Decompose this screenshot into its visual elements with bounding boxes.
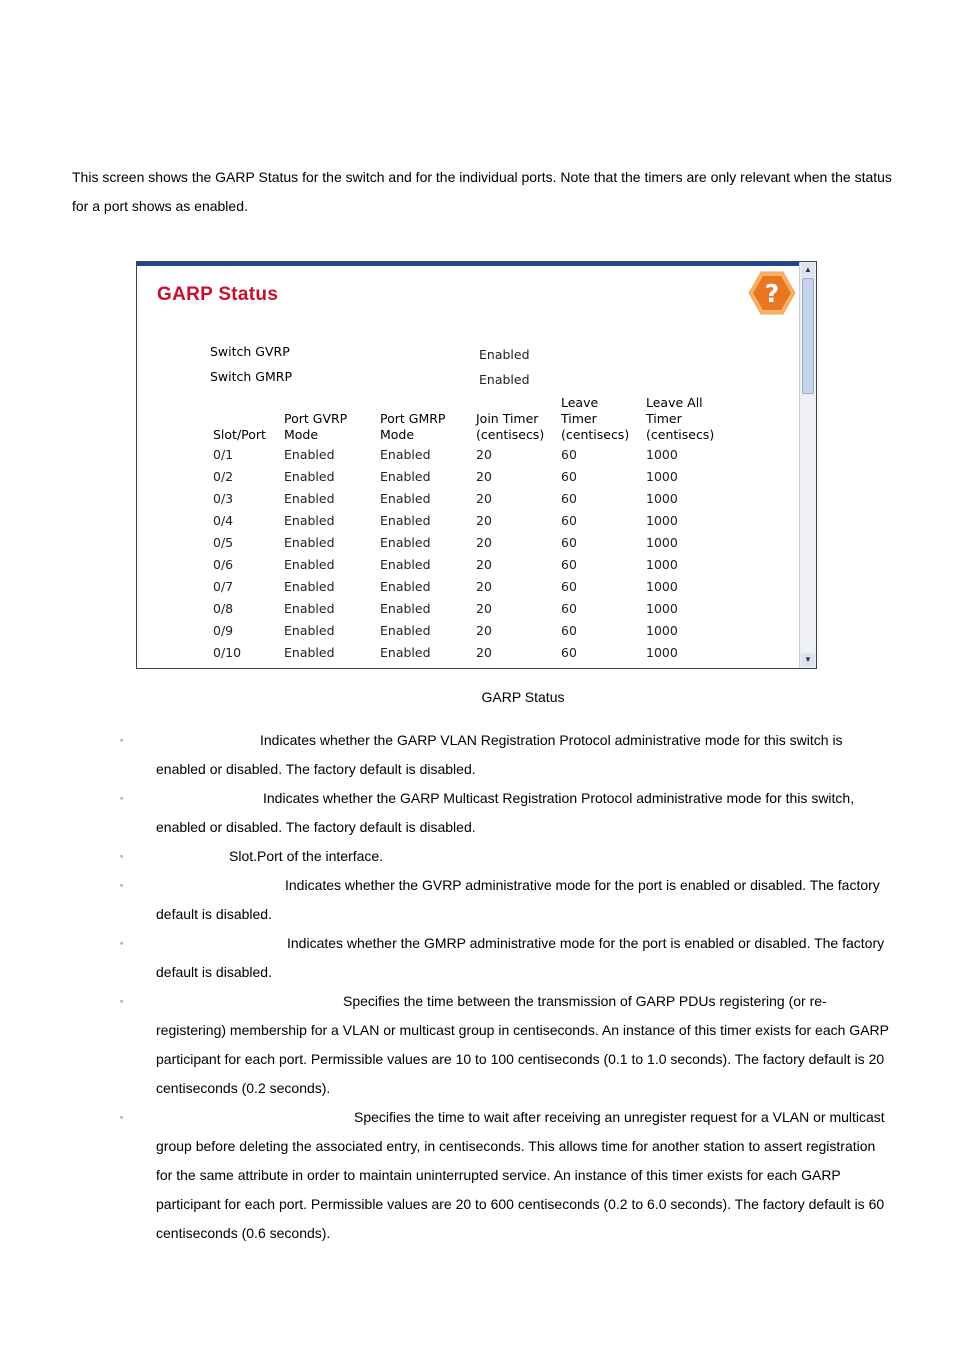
port-status-table (209, 395, 722, 663)
column-header-port-gvrp-mode: Port GVRP Mode (284, 411, 348, 442)
cell-slot-port: 0/1 (213, 446, 234, 462)
bullet-icon: ◦ (120, 793, 124, 803)
figure-caption: GARP Status (481, 689, 565, 705)
definition-description: Indicates whether the GMRP administrative mode for the port is enabled or disabled. The factory default is disabled. (156, 935, 885, 980)
cell-port-gvrp-mode: Enabled (284, 644, 335, 660)
cell-join-timer: 20 (476, 600, 492, 616)
cell-leave-all-timer: 1000 (646, 468, 678, 484)
cell-leave-all-timer: 1000 (646, 446, 678, 462)
bullet-icon: ◦ (120, 1112, 124, 1122)
cell-leave-all-timer: 1000 (646, 622, 678, 638)
column-header-leave-all-timer: Leave All Timer (centisecs) (646, 395, 715, 442)
question-mark-icon[interactable] (747, 270, 797, 316)
cell-leave-timer: 60 (561, 578, 577, 594)
definition-description: Indicates whether the GVRP administrative mode for the port is enabled or disabled. The factory default is disabled. (156, 877, 880, 922)
cell-port-gmrp-mode: Enabled (380, 556, 431, 572)
definition-item (120, 842, 890, 871)
definition-description: Specifies the time to wait after receiving an unregister request for a VLAN or multicast group before deleting the associated entry, in centiseconds. This allows time for another station to assert registration for the same attribute in order to maintain uninterrupted service. An instance of this timer exists for each GARP participant for each port. Permissible values are 20 to 600 centiseconds (0.2 to 6.0 seconds). The factory default is 60 centiseconds (0.6 seconds). (156, 1109, 885, 1241)
definition-item (120, 784, 890, 842)
table-row (209, 531, 722, 553)
definition-item (120, 726, 890, 784)
cell-leave-timer: 60 (561, 490, 577, 506)
column-header-leave-timer: Leave Timer (centisecs) (561, 395, 630, 442)
cell-slot-port: 0/6 (213, 556, 234, 572)
cell-port-gmrp-mode: Enabled (380, 534, 431, 550)
cell-leave-timer: 60 (561, 556, 577, 572)
cell-slot-port: 0/2 (213, 468, 234, 484)
cell-port-gvrp-mode: Enabled (284, 446, 335, 462)
bullet-icon: ◦ (120, 851, 124, 861)
cell-port-gvrp-mode: Enabled (284, 468, 335, 484)
switch-gvrp-label: Switch GVRP (210, 344, 290, 359)
table-header-row (209, 395, 722, 443)
cell-port-gmrp-mode: Enabled (380, 622, 431, 638)
table-row (209, 509, 722, 531)
bullet-icon: ◦ (120, 735, 124, 745)
cell-slot-port: 0/10 (213, 644, 242, 660)
scrollbar-thumb[interactable] (802, 278, 814, 394)
cell-port-gmrp-mode: Enabled (380, 578, 431, 594)
cell-join-timer: 20 (476, 512, 492, 528)
screen-title: GARP Status (157, 284, 279, 305)
table-row (209, 597, 722, 619)
cell-port-gvrp-mode: Enabled (284, 578, 335, 594)
cell-port-gmrp-mode: Enabled (380, 600, 431, 616)
bullet-icon: ◦ (120, 938, 124, 948)
cell-leave-all-timer: 1000 (646, 556, 678, 572)
column-header-join-timer: Join Timer (centisecs) (476, 411, 545, 442)
cell-port-gvrp-mode: Enabled (284, 556, 335, 572)
cell-slot-port: 0/7 (213, 578, 234, 594)
definition-item (120, 987, 890, 1103)
intro-paragraph: This screen shows the GARP Status for the switch and for the individual ports. Note that the timers are only relevant when the status for a port shows as enabled. (72, 169, 892, 214)
switch-gmrp-label: Switch GMRP (210, 369, 292, 384)
cell-leave-timer: 60 (561, 622, 577, 638)
table-row (209, 553, 722, 575)
cell-leave-timer: 60 (561, 512, 577, 528)
window-top-border (137, 262, 816, 266)
cell-port-gvrp-mode: Enabled (284, 512, 335, 528)
cell-leave-timer: 60 (561, 534, 577, 550)
cell-leave-all-timer: 1000 (646, 490, 678, 506)
cell-join-timer: 20 (476, 446, 492, 462)
bullet-icon: ◦ (120, 996, 124, 1006)
cell-join-timer: 20 (476, 644, 492, 660)
definition-description: Indicates whether the GARP VLAN Registration Protocol administrative mode for this switch is enabled or disabled. The factory default is disabled. (156, 732, 843, 777)
definition-description: Indicates whether the GARP Multicast Registration Protocol administrative mode for this switch, enabled or disabled. The factory default is disabled. (156, 790, 855, 835)
table-row (209, 465, 722, 487)
cell-join-timer: 20 (476, 578, 492, 594)
cell-leave-all-timer: 1000 (646, 644, 678, 660)
cell-join-timer: 20 (476, 490, 492, 506)
table-row (209, 619, 722, 641)
garp-status-screenshot (136, 261, 817, 669)
cell-port-gmrp-mode: Enabled (380, 644, 431, 660)
cell-port-gvrp-mode: Enabled (284, 600, 335, 616)
cell-slot-port: 0/9 (213, 622, 234, 638)
cell-leave-all-timer: 1000 (646, 512, 678, 528)
definition-list (120, 726, 890, 1248)
cell-port-gmrp-mode: Enabled (380, 446, 431, 462)
cell-slot-port: 0/5 (213, 534, 234, 550)
definition-item (120, 871, 890, 929)
bullet-icon: ◦ (120, 880, 124, 890)
cell-leave-all-timer: 1000 (646, 534, 678, 550)
cell-join-timer: 20 (476, 468, 492, 484)
switch-gmrp-value: Enabled (479, 372, 530, 387)
cell-leave-timer: 60 (561, 644, 577, 660)
cell-port-gvrp-mode: Enabled (284, 534, 335, 550)
column-header-slot-port: Slot/Port (213, 427, 266, 442)
definition-description: Specifies the time between the transmission of GARP PDUs registering (or re-registering) membership for a VLAN or multicast group in centiseconds. An instance of this timer exists for each GARP participant for each port. Permissible values are 10 to 100 centiseconds (0.1 to 1.0 seconds). The factory default is 20 centiseconds (0.2 seconds). (156, 993, 889, 1096)
cell-leave-timer: 60 (561, 446, 577, 462)
cell-leave-timer: 60 (561, 468, 577, 484)
cell-leave-all-timer: 1000 (646, 600, 678, 616)
cell-join-timer: 20 (476, 622, 492, 638)
cell-slot-port: 0/3 (213, 490, 234, 506)
cell-join-timer: 20 (476, 534, 492, 550)
table-row (209, 443, 722, 465)
cell-join-timer: 20 (476, 556, 492, 572)
definition-description: Slot.Port of the interface. (229, 848, 384, 864)
cell-leave-timer: 60 (561, 600, 577, 616)
table-row (209, 575, 722, 597)
cell-port-gmrp-mode: Enabled (380, 490, 431, 506)
scroll-down-arrow-icon[interactable]: ▼ (801, 653, 815, 667)
svg-text:?: ? (764, 279, 780, 308)
table-row (209, 487, 722, 509)
column-header-port-gmrp-mode: Port GMRP Mode (380, 411, 446, 442)
cell-leave-all-timer: 1000 (646, 578, 678, 594)
cell-port-gmrp-mode: Enabled (380, 512, 431, 528)
cell-port-gvrp-mode: Enabled (284, 622, 335, 638)
scroll-up-arrow-icon[interactable]: ▲ (801, 263, 815, 277)
cell-slot-port: 0/4 (213, 512, 234, 528)
cell-port-gmrp-mode: Enabled (380, 468, 431, 484)
definition-item (120, 929, 890, 987)
table-row (209, 641, 722, 663)
definition-item (120, 1103, 890, 1248)
vertical-scrollbar[interactable] (799, 262, 816, 668)
cell-slot-port: 0/8 (213, 600, 234, 616)
cell-port-gvrp-mode: Enabled (284, 490, 335, 506)
switch-gvrp-value: Enabled (479, 347, 530, 362)
